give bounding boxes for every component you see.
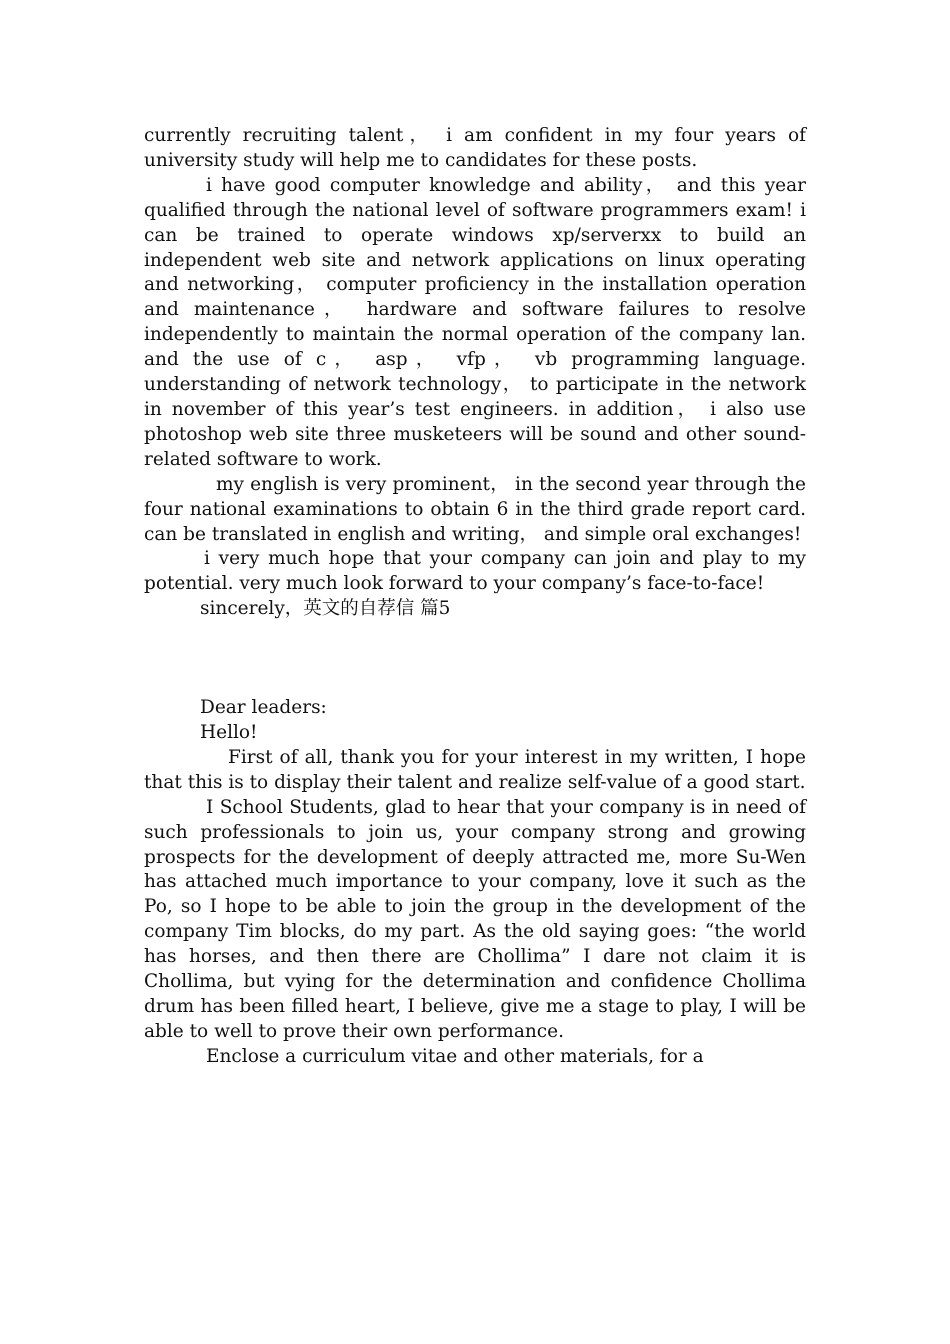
section-gap [144, 622, 806, 696]
sign-off-and-section-heading: sincerely，英文的自荐信 篇5 [200, 598, 451, 620]
letter-greeting: Hello! [200, 722, 258, 744]
paragraph-intro-end: currently recruiting talent， i am confident in my four years of university study will help me to candidates for these posts. [144, 125, 806, 171]
letter-salutation: Dear leaders: [200, 697, 327, 719]
document-body [144, 124, 806, 1070]
letter-paragraph-first: First of all, thank you for your interest in my written, I hope that this is to display their talent and realize self-value of a good start. [144, 746, 806, 793]
letter-paragraph-enclose: Enclose a curriculum vitae and other materials, for a [206, 1045, 704, 1067]
letter-paragraph-school: I School Students, glad to hear that your company is in need of such professionals to join us, your company strong and growing prospects for the development of deeply attracted me, more Su-Wen has attached much importance to your company, love it such as the Po, so I hope to be able to join the group in the development of the company Tim blocks, do my part. As the old saying goes: “the world has horses, and then there are Chollima” I dare not claim it is Chollima, but vying for the determination and confidence Chollima drum has been filled heart, I believe, give me a stage to play, I will be able to well to prove their own performance. [144, 796, 806, 1042]
paragraph-english-skills: my english is very prominent， in the second year through the four national examinations to obtain 6 in the third grade report card. can be translated in english and writing， and simple oral exchanges! [144, 473, 806, 545]
paragraph-computer-skills: i have good computer knowledge and ability， and this year qualified through the national level of software programmers exam! i can be trained to operate windows xp/serverxx to build an independent web site and network applications on linux operating and networking， computer proficiency in the installation operation and maintenance， hardware and software failures to resolve independently to maintain the normal operation of the company lan. and the use of c， asp， vfp， vb programming language. understanding of network technology， to participate in the network in november of this year’s test engineers. in addition， i also use photoshop web site three musketeers will be sound and other sound-related software to work. [144, 174, 806, 470]
paragraph-hope: i very much hope that your company can join and play to my potential. very much look forward to your company’s face-to-face! [144, 548, 806, 595]
